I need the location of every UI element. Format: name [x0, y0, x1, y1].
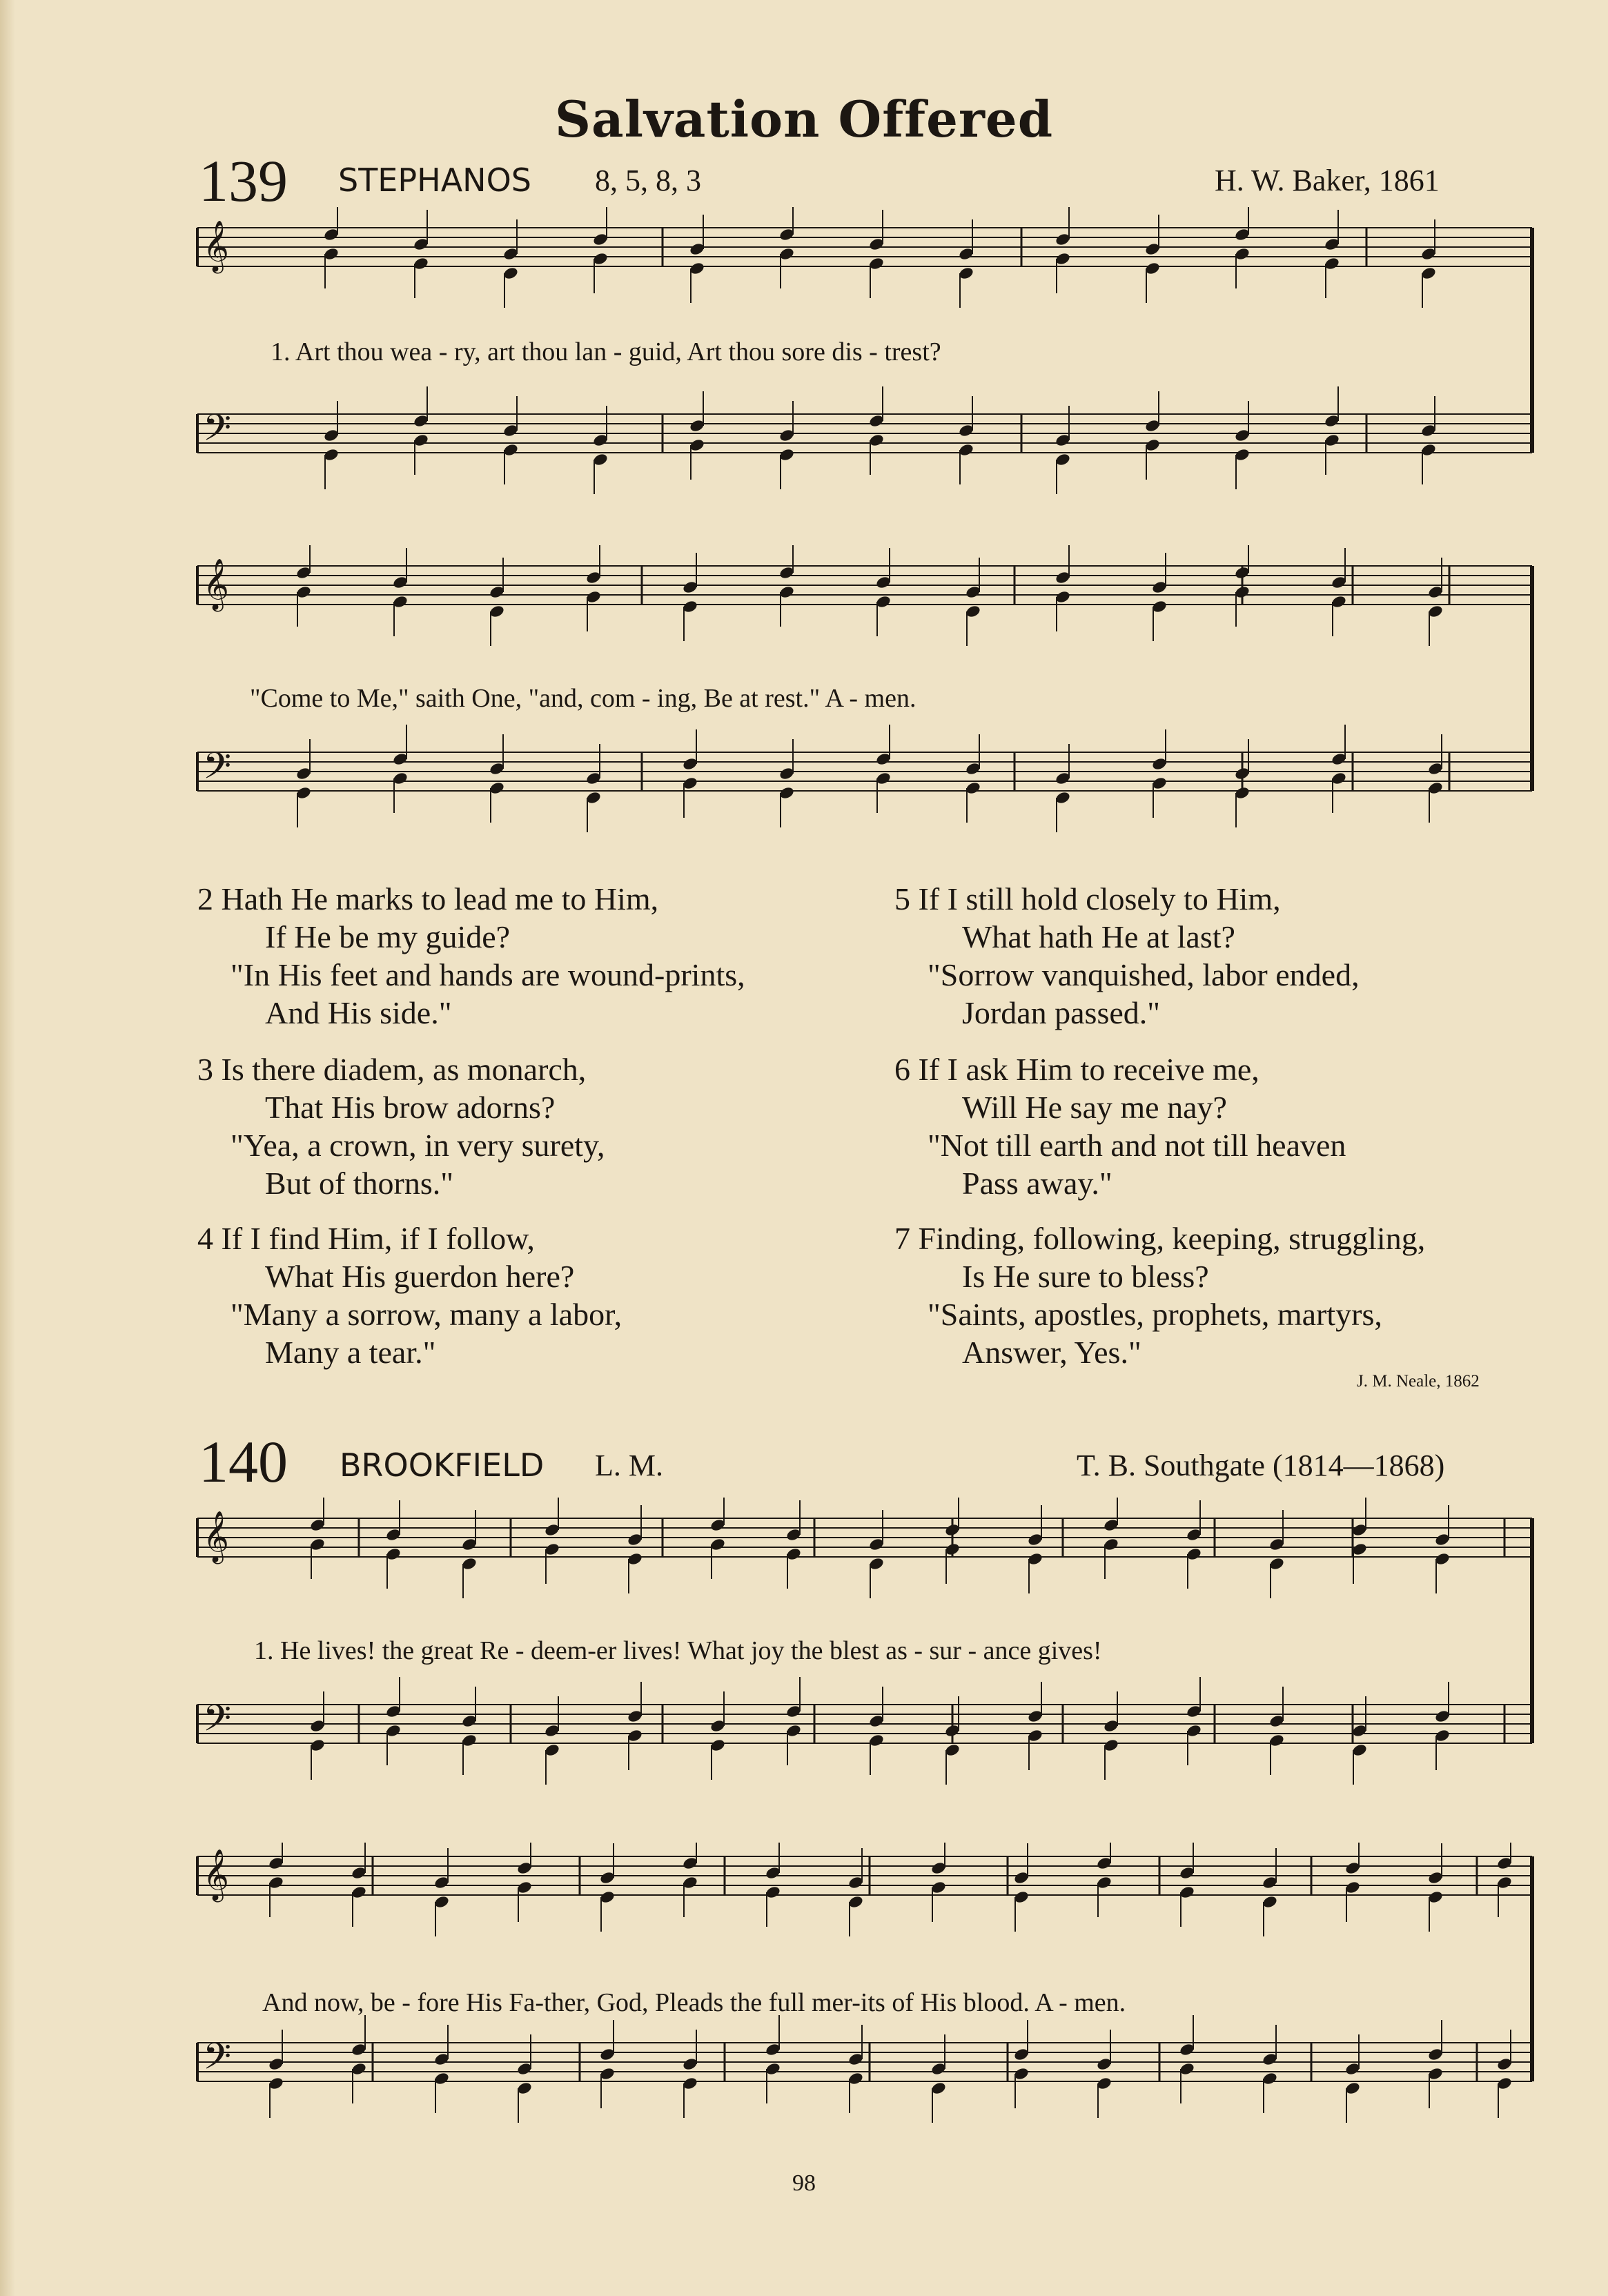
verse-3: 3 Is there diadem, as monarch, That His brow adorns? "Yea, a crown, in very surety, But of thorns."	[197, 1052, 605, 1201]
clef-0: 𝄞	[203, 221, 229, 272]
clef-0: 𝄞	[203, 1849, 229, 1901]
verse-2: 2 Hath He marks to lead me to Him, If He be my guide? "In His feet and hands are wound-prints, And His side."	[197, 881, 745, 1030]
clef-1: 𝄢	[203, 2036, 232, 2087]
notes-1	[309, 1677, 1451, 1785]
verse-5: 5 If I still hold closely to Him, What hath He at last? "Sorrow vanquished, labor ended, Jordan passed."	[894, 881, 1360, 1030]
section-title: Salvation Offered	[554, 90, 1054, 148]
tune-name-140: BROOKFIELD	[340, 1446, 545, 1484]
staff-1	[197, 2043, 1532, 2081]
author-139: J. M. Neale, 1862	[1357, 1372, 1480, 1391]
hymn-140-lyrics-line-2: And now, be - fore His Fa-ther, God, Pleads the full mer-its of His blood. A - men.	[262, 1988, 1126, 2017]
notes-1	[323, 386, 1437, 494]
notes-1	[268, 2015, 1513, 2123]
verse-4: 4 If I find Him, if I follow, What His guerdon here? "Many a sorrow, many a labor, Many a tear."	[197, 1221, 622, 1370]
verse-7: 7 Finding, following, keeping, struggling, Is He sure to bless? "Saints, apostles, prophets, martyrs, Answer, Yes."	[894, 1221, 1426, 1370]
verse-6: 6 If I ask Him to receive me, Will He say me nay? "Not till earth and not till heaven Pass away."	[894, 1052, 1346, 1201]
tune-name-139: STEPHANOS	[338, 161, 531, 199]
hymn-number-140: 140	[199, 1429, 288, 1495]
hymn-140-lyrics-line-1: 1. He lives! the great Re - deem-er lives! What joy the blest as - sur - ance gives!	[254, 1636, 1102, 1665]
composer-139: H. W. Baker, 1861	[1215, 164, 1440, 197]
hymn-139-lyrics-line-2: "Come to Me," saith One, "and, com - ing, Be at rest." A - men.	[250, 684, 916, 713]
clef-1: 𝄢	[203, 745, 232, 796]
hymn-139-lyrics-line-1: 1. Art thou wea - ry, art thou lan - guid, Art thou sore dis - trest?	[271, 337, 941, 366]
clef-0: 𝄞	[203, 559, 229, 610]
meter-140: L. M.	[595, 1449, 663, 1482]
staff-0	[197, 1856, 1532, 1895]
page-number: 98	[792, 2170, 816, 2196]
hymn-number-139: 139	[199, 148, 288, 214]
hymn-139-system-1	[193, 207, 1539, 538]
clef-1: 𝄢	[203, 1698, 232, 1749]
meter-139: 8, 5, 8, 3	[595, 164, 701, 197]
page-edge	[0, 0, 15, 2296]
clef-0: 𝄞	[203, 1511, 229, 1562]
clef-1: 𝄢	[203, 407, 232, 458]
composer-140: T. B. Southgate (1814—1868)	[1077, 1449, 1445, 1482]
notes-1	[295, 725, 1444, 832]
